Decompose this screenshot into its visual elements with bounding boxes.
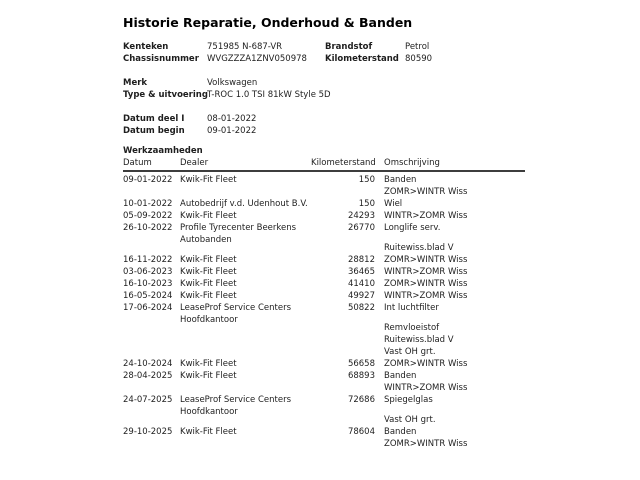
datum-deel1-value: 08-01-2022 — [207, 114, 257, 124]
entry-dealer — [180, 278, 311, 290]
entry-dealer-line: Kwik-Fit Fleet — [180, 175, 237, 185]
entry-omschrijving-line: Ruitewiss.blad V — [384, 335, 454, 345]
entry-omschrijving — [375, 302, 525, 358]
dates-row — [123, 125, 525, 137]
vehicle-row — [123, 89, 525, 101]
entry-datum-text: 17-06-2024 — [123, 303, 173, 313]
entry-omschrijving-line: Vast OH grt. — [384, 415, 436, 425]
table-row — [123, 394, 525, 426]
work-table — [123, 157, 525, 450]
entry-omschrijving-line: ZOMR>WINTR Wiss — [384, 279, 468, 289]
entry-datum — [123, 426, 180, 438]
entry-datum-text: 10-01-2022 — [123, 199, 173, 209]
entry-dealer-line: Kwik-Fit Fleet — [180, 267, 237, 277]
entry-dealer — [180, 174, 311, 186]
entry-kilometerstand-text: 24293 — [347, 211, 375, 221]
entry-kilometerstand — [311, 394, 375, 406]
entry-omschrijving-line: WINTR>ZOMR Wiss — [384, 267, 468, 277]
vehicle-block — [123, 77, 525, 101]
entry-omschrijving-spacer — [384, 234, 525, 242]
entry-datum-text: 16-10-2023 — [123, 279, 173, 289]
entry-datum-text: 28-04-2025 — [123, 371, 173, 381]
brandstof-label: Brandstof — [325, 42, 373, 52]
identification-block — [123, 41, 525, 65]
table-row — [123, 198, 525, 210]
entry-kilometerstand — [311, 370, 375, 382]
chassisnummer-value: WVGZZZA1ZNV050978 — [207, 54, 307, 64]
entry-omschrijving-line: Ruitewiss.blad V — [384, 243, 454, 253]
entry-omschrijving — [375, 198, 525, 210]
entry-kilometerstand — [311, 302, 375, 314]
entry-omschrijving — [375, 370, 525, 394]
entry-omschrijving-line: ZOMR>WINTR Wiss — [384, 439, 468, 449]
entry-dealer — [180, 254, 311, 266]
entry-kilometerstand-text: 49927 — [347, 291, 375, 301]
entry-omschrijving-line: WINTR>ZOMR Wiss — [384, 291, 468, 301]
entry-omschrijving-line: ZOMR>WINTR Wiss — [384, 187, 468, 197]
entry-dealer-line: Kwik-Fit Fleet — [180, 371, 237, 381]
entry-dealer-line: Kwik-Fit Fleet — [180, 359, 237, 369]
entry-kilometerstand-text: 68893 — [347, 371, 375, 381]
entry-dealer-line: Kwik-Fit Fleet — [180, 279, 237, 289]
column-header-dealer: Dealer — [180, 158, 209, 168]
entry-kilometerstand — [311, 198, 375, 210]
entry-omschrijving-line: Banden — [384, 427, 417, 437]
identification-row — [123, 53, 525, 65]
entry-kilometerstand — [311, 174, 375, 186]
entry-omschrijving-line: Spiegelglas — [384, 395, 433, 405]
table-row — [123, 278, 525, 290]
entry-omschrijving — [375, 358, 525, 370]
table-row — [123, 210, 525, 222]
work-table-header — [123, 157, 525, 172]
entry-omschrijving-spacer — [384, 314, 525, 322]
entry-datum-text: 24-07-2025 — [123, 395, 173, 405]
datum-deel1-label: Datum deel I — [123, 114, 185, 124]
entry-omschrijving — [375, 426, 525, 450]
column-header-omschrijving: Omschrijving — [384, 158, 440, 168]
entry-omschrijving-line: Vast OH grt. — [384, 347, 436, 357]
dates-row — [123, 113, 525, 125]
column-header-datum: Datum — [123, 158, 152, 168]
table-row — [123, 174, 525, 198]
entry-kilometerstand-text: 150 — [358, 199, 375, 209]
entry-omschrijving-line: Wiel — [384, 199, 403, 209]
datum-begin-label: Datum begin — [123, 126, 185, 136]
entry-kilometerstand-text: 150 — [358, 175, 375, 185]
entry-omschrijving — [375, 254, 525, 266]
merk-label: Merk — [123, 78, 148, 88]
entry-dealer — [180, 210, 311, 222]
entry-datum — [123, 358, 180, 370]
entry-dealer-line: Autobedrijf v.d. Udenhout B.V. — [180, 199, 308, 209]
entry-datum — [123, 290, 180, 302]
entry-kilometerstand-text: 28812 — [347, 255, 375, 265]
entry-kilometerstand-text: 41410 — [347, 279, 375, 289]
entry-dealer — [180, 266, 311, 278]
entry-kilometerstand-text: 56658 — [347, 359, 375, 369]
table-row — [123, 266, 525, 278]
entry-kilometerstand-text: 26770 — [347, 223, 375, 233]
vehicle-history-report — [123, 15, 525, 450]
entry-omschrijving-line: Remvloeistof — [384, 323, 440, 333]
entry-kilometerstand-text: 50822 — [347, 303, 375, 313]
entry-dealer-line: Autobanden — [180, 235, 232, 245]
entry-omschrijving — [375, 278, 525, 290]
entry-datum-text: 03-06-2023 — [123, 267, 173, 277]
entry-dealer — [180, 394, 311, 418]
entry-datum-text: 16-05-2024 — [123, 291, 173, 301]
brandstof-value: Petrol — [405, 42, 430, 52]
entry-omschrijving-line: Banden — [384, 175, 417, 185]
entry-kilometerstand — [311, 426, 375, 438]
entry-datum-text: 16-11-2022 — [123, 255, 173, 265]
work-table-body — [123, 172, 525, 450]
entry-dealer — [180, 358, 311, 370]
table-row — [123, 426, 525, 450]
entry-kilometerstand — [311, 222, 375, 234]
entry-omschrijving-line: Banden — [384, 371, 417, 381]
table-row — [123, 254, 525, 266]
entry-omschrijving-line: WINTR>ZOMR Wiss — [384, 383, 468, 393]
entry-omschrijving — [375, 266, 525, 278]
entry-datum — [123, 266, 180, 278]
table-row — [123, 222, 525, 254]
entry-omschrijving — [375, 290, 525, 302]
entry-dealer — [180, 290, 311, 302]
entry-omschrijving — [375, 222, 525, 254]
table-row — [123, 358, 525, 370]
entry-dealer-line: Hoofdkantoor — [180, 407, 238, 417]
entry-kilometerstand — [311, 358, 375, 370]
entry-dealer-line: Kwik-Fit Fleet — [180, 427, 237, 437]
entry-dealer — [180, 302, 311, 326]
entry-dealer — [180, 198, 311, 210]
kenteken-label: Kenteken — [123, 42, 169, 52]
entry-dealer-line: Kwik-Fit Fleet — [180, 291, 237, 301]
entry-dealer-line: Kwik-Fit Fleet — [180, 211, 237, 221]
entry-omschrijving-line: ZOMR>WINTR Wiss — [384, 255, 468, 265]
entry-datum — [123, 254, 180, 266]
entry-datum — [123, 394, 180, 406]
dates-block — [123, 113, 525, 137]
entry-omschrijving-line: Int luchtfilter — [384, 303, 439, 313]
entry-omschrijving — [375, 174, 525, 198]
entry-datum — [123, 302, 180, 314]
entry-omschrijving — [375, 394, 525, 426]
chassisnummer-label: Chassisnummer — [123, 54, 199, 64]
table-row — [123, 370, 525, 394]
type-uitvoering-label: Type & uitvoering — [123, 90, 208, 100]
entry-dealer-line: Hoofdkantoor — [180, 315, 238, 325]
entry-dealer — [180, 370, 311, 382]
entry-dealer — [180, 426, 311, 438]
entry-dealer-line: Profile Tyrecenter Beerkens — [180, 223, 297, 233]
entry-dealer-line: LeaseProf Service Centers — [180, 303, 292, 313]
entry-datum — [123, 174, 180, 186]
entry-datum-text: 29-10-2025 — [123, 427, 173, 437]
werkzaamheden-heading: Werkzaamheden — [123, 146, 203, 156]
vehicle-row — [123, 77, 525, 89]
entry-kilometerstand-text: 78604 — [347, 427, 375, 437]
entry-datum — [123, 198, 180, 210]
entry-omschrijving-spacer — [384, 406, 525, 414]
entry-datum — [123, 278, 180, 290]
entry-omschrijving — [375, 210, 525, 222]
entry-kilometerstand-text: 72686 — [347, 395, 375, 405]
entry-datum-text: 26-10-2022 — [123, 223, 173, 233]
entry-dealer-line: Kwik-Fit Fleet — [180, 255, 237, 265]
entry-omschrijving-line: ZOMR>WINTR Wiss — [384, 359, 468, 369]
entry-kilometerstand — [311, 290, 375, 302]
table-row — [123, 302, 525, 358]
page-title: Historie Reparatie, Onderhoud & Banden — [123, 15, 413, 30]
entry-omschrijving-line: WINTR>ZOMR Wiss — [384, 211, 468, 221]
entry-kilometerstand — [311, 278, 375, 290]
entry-datum-text: 09-01-2022 — [123, 175, 173, 185]
entry-kilometerstand — [311, 266, 375, 278]
entry-kilometerstand-text: 36465 — [347, 267, 375, 277]
type-uitvoering-value: T-ROC 1.0 TSI 81kW Style 5D — [207, 90, 331, 100]
entry-datum — [123, 370, 180, 382]
entry-datum — [123, 222, 180, 234]
merk-value: Volkswagen — [207, 78, 258, 88]
entry-dealer — [180, 222, 311, 246]
entry-kilometerstand — [311, 254, 375, 266]
column-header-kilometerstand: Kilometerstand — [311, 158, 376, 168]
kilometerstand-label: Kilometerstand — [325, 54, 399, 64]
entry-datum-text: 24-10-2024 — [123, 359, 173, 369]
entry-omschrijving-line: Longlife serv. — [384, 223, 441, 233]
kenteken-value: 751985 N-687-VR — [207, 42, 283, 52]
kilometerstand-value: 80590 — [405, 54, 433, 64]
entry-dealer-line: LeaseProf Service Centers — [180, 395, 292, 405]
entry-datum — [123, 210, 180, 222]
table-row — [123, 290, 525, 302]
identification-row — [123, 41, 525, 53]
entry-datum-text: 05-09-2022 — [123, 211, 173, 221]
datum-begin-value: 09-01-2022 — [207, 126, 257, 136]
entry-kilometerstand — [311, 210, 375, 222]
